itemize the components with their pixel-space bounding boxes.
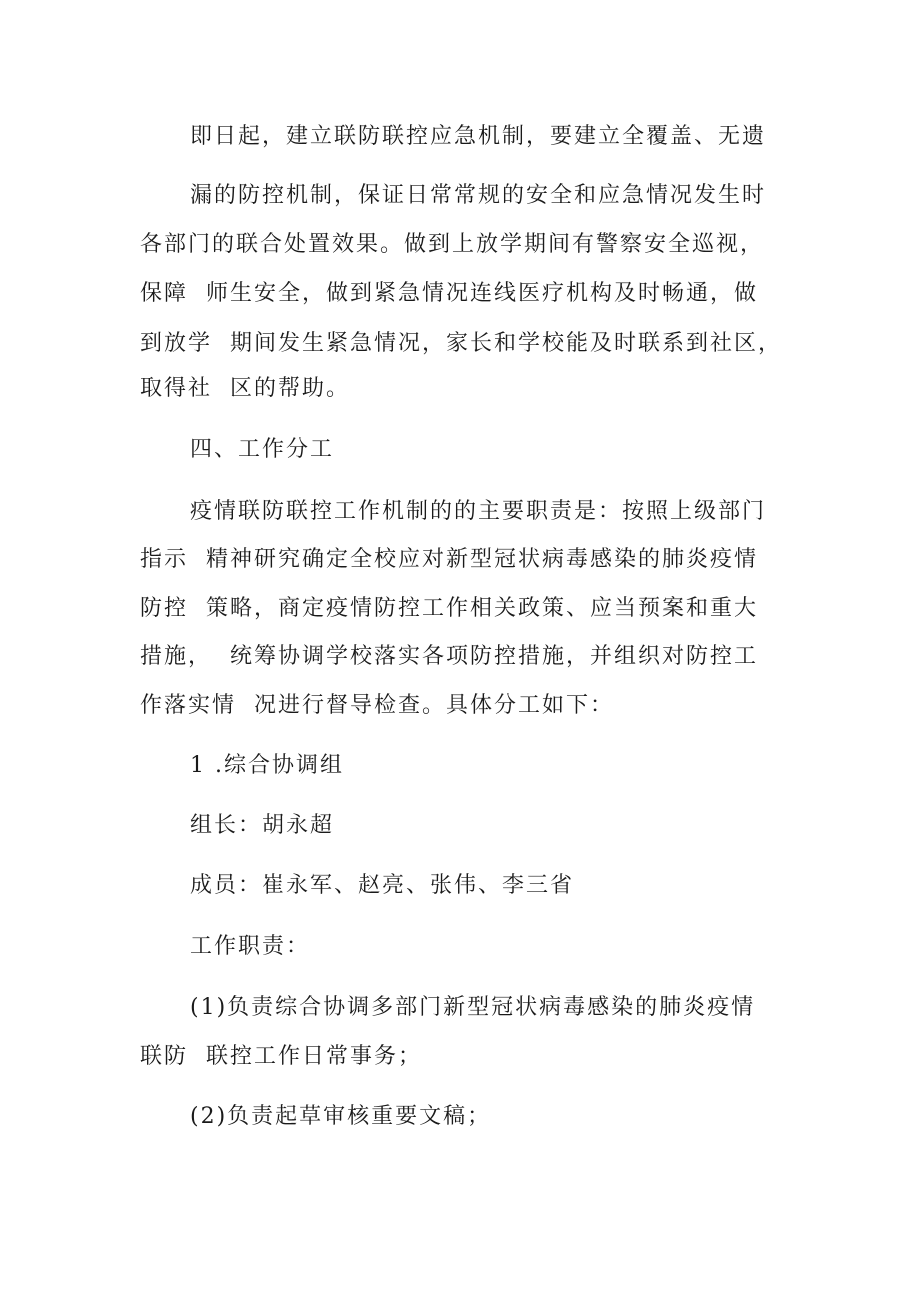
duties-label: 工作职责： [190, 934, 311, 959]
paragraph-line: 作落实情 况进行督导检查。具体分工如下： [140, 693, 614, 718]
duty-item-line: 联防 联控工作日常事务； [140, 1044, 422, 1069]
paragraph-line: 指示 精神研究确定全校应对新型冠状病毒感染的肺炎疫情 [140, 547, 758, 572]
paragraph-line: 取得社 区的帮助。 [140, 376, 350, 401]
paragraph-line: 疫情联防联控工作机制的的主要职责是：按照上级部门 [190, 499, 767, 524]
section-heading: 四、工作分工 [190, 437, 335, 462]
paragraph-line: 措施， 统筹协调学校落实各项防控措施，并组织对防控工 [140, 644, 758, 669]
paragraph-line: 各部门的联合处置效果。做到上放学期间有警察安全巡视， [140, 232, 765, 257]
paragraph-line: 漏的防控机制，保证日常常规的安全和应急情况发生时 [190, 183, 767, 208]
group-leader-line: 组长：胡永超 [190, 813, 335, 838]
paragraph-line: 保障 师生安全，做到紧急情况连线医疗机构及时畅通，做 [140, 281, 758, 306]
paragraph-line: 到放学 期间发生紧急情况，家长和学校能及时联系到社区， [140, 331, 782, 356]
subsection-heading: 1 .综合协调组 [190, 753, 344, 778]
duty-item-line: (2)负责起草审核重要文稿； [190, 1104, 492, 1129]
paragraph-line: 即日起，建立联防联控应急机制，要建立全覆盖、无遗 [190, 124, 767, 149]
group-members-line: 成员：崔永军、赵亮、张伟、李三省 [190, 873, 575, 898]
duty-item-line: (1)负责综合协调多部门新型冠状病毒感染的肺炎疫情 [190, 995, 756, 1020]
paragraph-line: 防控 策略，商定疫情防控工作相关政策、应当预案和重大 [140, 596, 758, 621]
